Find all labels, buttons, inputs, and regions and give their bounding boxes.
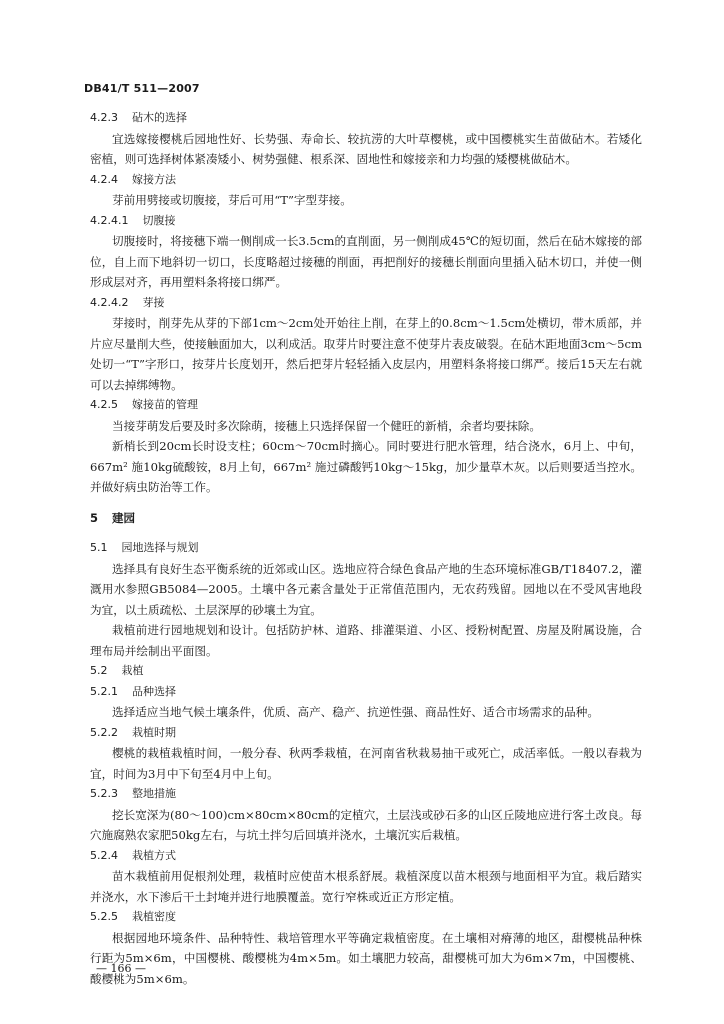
section-number: 5.2.3 [90,787,118,800]
section-heading [90,682,642,703]
section-heading [90,538,642,559]
section-title: 芽接 [142,295,165,309]
section-heading [90,784,642,805]
section-heading [90,723,642,744]
document-body [90,108,642,989]
section-number: 5.2.5 [90,910,118,923]
section-title: 砧木的选择 [132,111,187,124]
paragraph: 挖长宽深为(80～100)cm×80cm×80cm的定植穴，土层浅或砂石多的山区丘陵地应进行客土改良。每穴施腐熟农家肥50kg左右，与坑土拌匀后回填并浇水，土壤沉实后栽植。 [90,807,642,842]
section-number: 5.2.1 [90,684,118,698]
section-spacer [90,528,642,538]
section-title: 园地选择与规划 [121,541,199,554]
section-title: 栽植方式 [132,848,176,862]
section-title: 栽植密度 [132,910,176,923]
paragraph: 芽接时，削芽先从芽的下部1cm～2cm处开始往上削，在芽上的0.8cm～1.5cm处横切，带木质部，并片应尽量削大些，使接触面加大，以利成活。取芽片时要注意不使芽片表皮破裂。在砧木距地面3cm～5cm处切一“T”字形口，按芽片长度划开，然后把芽片轻轻插入皮层内，用塑料条将接口绑严。接后15天左右就可以去掉绑缚物。 [90,316,642,392]
section-spacer [90,498,642,508]
paragraph: 栽植前进行园地规划和设计。包括防护林、道路、排灌渠道、小区、授粉树配置、房屋及附属设施，合理布局并绘制出平面图。 [90,623,642,658]
section-number: 5.2 [90,664,108,677]
section-heading [90,661,642,682]
paragraph: 选择具有良好生态平衡系统的近郊或山区。选地应符合绿色食品产地的生态环境标准GB/T18407.2，灌溉用水参照GB5084—2005。土壤中各元素含量处于正常值范围内，无农药残留。园地以在不受风害地段为宜，以土质疏松、土层深厚的砂壤土为宜。 [90,561,642,617]
section-heading [90,907,642,928]
paragraph: 新梢长到20cm长时设支柱；60cm～70cm时摘心。同时要进行肥水管理，结合浇水，6月上、中旬，667m² 施10kg硫酸铵，8月上旬，667m² 施过磷酸钙10kg～15kg，加少量草木灰。以后则要适当控水。并做好病虫防治等工作。 [90,439,642,494]
section-title: 栽植时期 [132,725,176,739]
section-title: 建园 [112,510,136,525]
paragraph: 根据园地环境条件、品种特性、栽培管理水平等确定栽植密度。在土壤相对瘠薄的地区，甜樱桃品种株行距为5m×6m，中国樱桃、酸樱桃为4m×5m。如土壤肥力较高，甜樱桃可加大为6m×7m，中国樱桃、酸樱桃为5m×6m。 [90,930,642,986]
standard-code-header: DB41/T 511—2007 [84,82,200,95]
section-number: 5.2.4 [90,848,118,862]
section-title: 切腹接 [142,213,176,227]
section-number: 4.2.3 [90,111,118,124]
section-heading [90,508,642,529]
paragraph: 苗木栽植前用促根剂处理，栽植时应使苗木根系舒展。栽植深度以苗木根颈与地面相平为宜。栽后踏实并浇水，水下渗后干土封埯并进行地膜覆盖。宽行窄株或近正方形定植。 [90,869,642,904]
section-number: 5.1 [90,541,108,554]
paragraph: 宜选嫁接樱桃后园地性好、长势强、寿命长、较抗涝的大叶草樱桃，或中国樱桃实生苗做砧木。若矮化密植，则可选择树体紧凑矮小、树势强健、根系深、固地性和嫁接亲和力均强的矮樱桃做砧木。 [90,131,642,166]
section-title: 嫁接苗的管理 [132,398,198,411]
section-title: 品种选择 [132,684,176,698]
paragraph: 芽前用劈接或切腹接，芽后可用“T”字型芽接。 [112,193,352,207]
page-number: — 166 — [96,962,146,975]
paragraph: 切腹接时，将接穗下端一侧削成一长3.5cm的直削面，另一侧削成45℃的短切面，然后在砧木嫁接的部位，自上而下地斜切一切口，长度略超过接穗的削面，再把削好的接穗长削面向里插入砧木切口，并使一侧形成层对齐，再用塑料条将接口绑严。 [90,234,642,289]
section-title: 嫁接方法 [132,172,176,186]
section-number: 5.2.2 [90,725,118,739]
section-heading [90,395,642,416]
section-number: 4.2.4 [90,172,118,186]
section-heading [90,211,642,232]
section-number: 4.2.5 [90,398,118,411]
paragraph: 选择适应当地气候土壤条件，优质、高产、稳产、抗逆性强、商品性好、适合市场需求的品种。 [112,705,599,719]
section-title: 整地措施 [132,787,176,800]
section-number: 4.2.4.2 [90,295,129,309]
section-number: 5 [90,510,99,525]
section-heading [90,108,642,129]
section-heading [90,170,642,191]
section-number: 4.2.4.1 [90,213,129,227]
section-heading [90,846,642,867]
section-title: 栽植 [121,664,144,677]
section-heading [90,293,642,314]
paragraph: 当接芽萌发后要及时多次除萌，接穗上只选择保留一个健旺的新梢，余者均要抹除。 [112,418,541,433]
paragraph: 樱桃的栽植栽植时间，一般分春、秋两季栽植，在河南省秋栽易抽干或死亡，成活率低。一般以春栽为宜，时间为3月中下旬至4月中上旬。 [90,746,642,781]
